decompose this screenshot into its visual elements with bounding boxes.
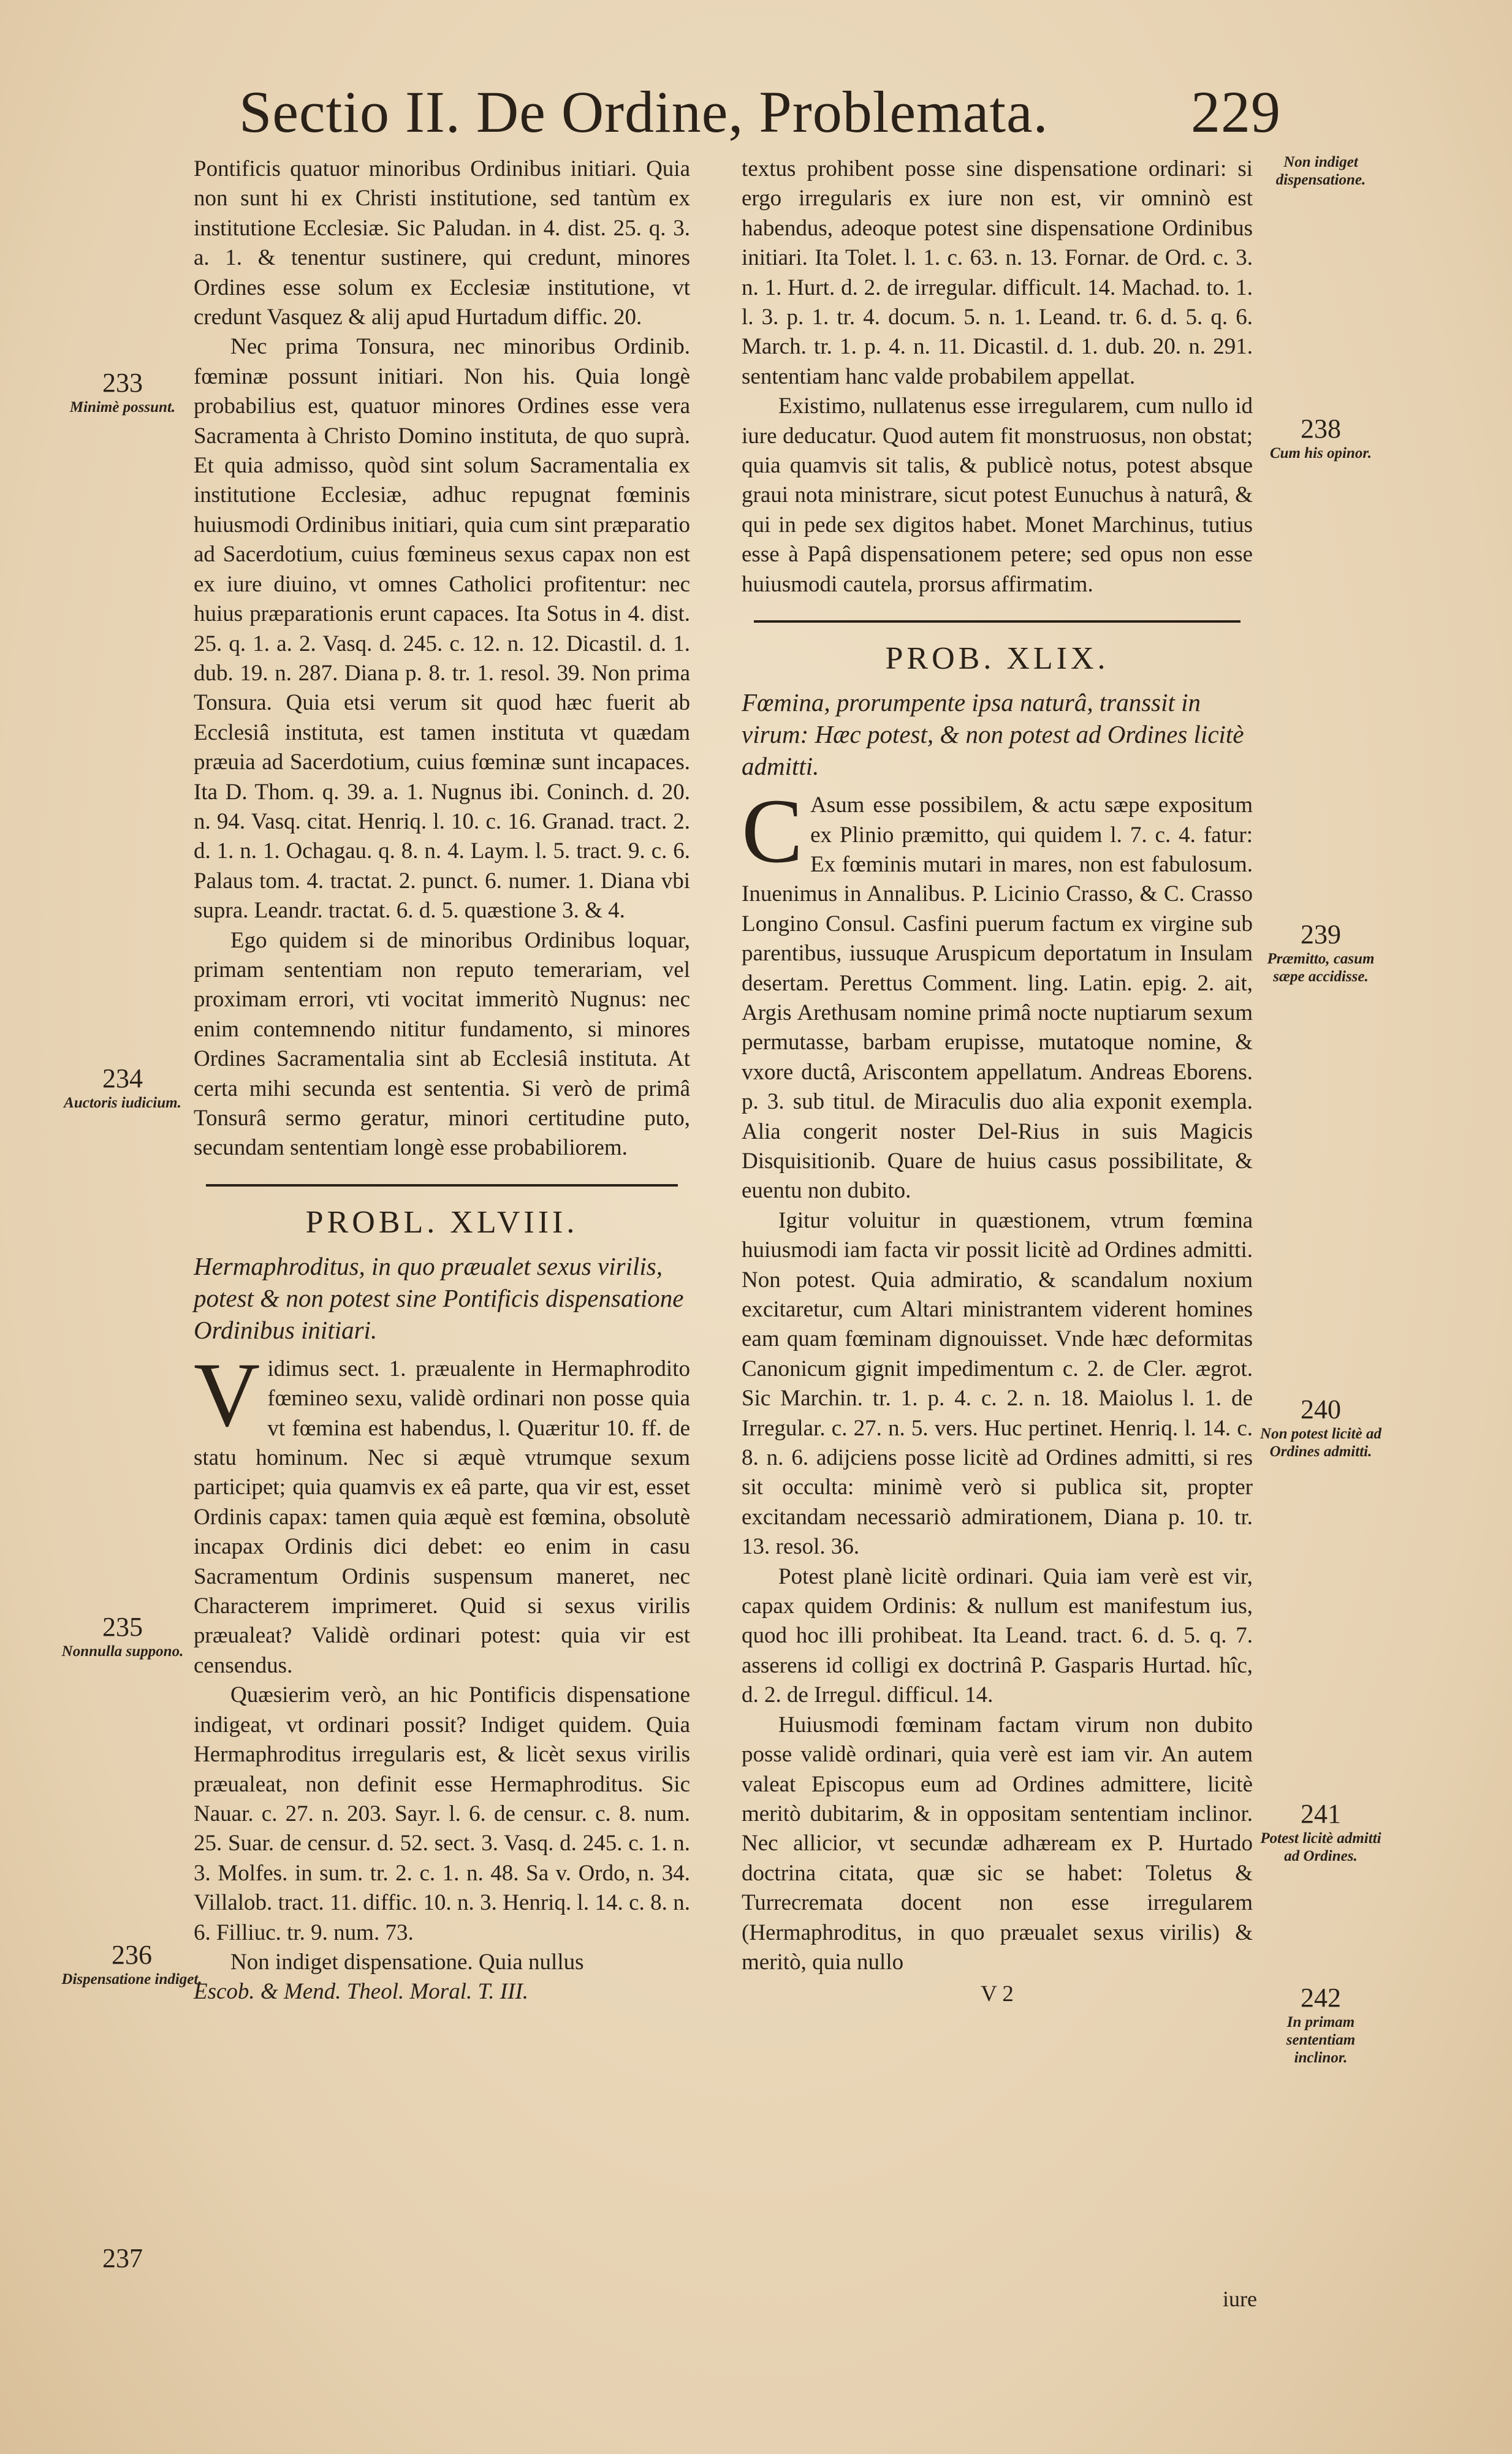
page-number: 229 xyxy=(1191,79,1281,145)
margin-note xyxy=(1259,1394,1382,1461)
right-column xyxy=(742,154,1253,2010)
margin-gloss: Potest licitè admitti ad Ordines. xyxy=(1260,1830,1381,1864)
margin-number: 233 xyxy=(102,368,143,398)
signature-mark: V 2 xyxy=(981,1981,1014,2007)
drop-cap: C xyxy=(742,780,803,883)
margin-note xyxy=(1259,1799,1382,1865)
footer-line: Escob. & Mend. Theol. Moral. T. III. xyxy=(194,1979,529,2005)
paragraph-238: Existimo, nullatenus esse irregularem, cum nullo id iure deducatur. Quod autem fit monstruosus, non obstat; quia quamvis sit talis, & publicè notus, potest absque graui nota ministrare, sicut potest Eunuchus à naturâ, & qui in pede sex digitos habet. Monet Marchinus, tutius esse à Papâ dispensationem petere; sed opus non esse huiusmodi cautela, prorsus affirmatim. xyxy=(742,393,1253,597)
paragraph-240: Igitur voluitur in quæstionem, vtrum fœmina huiusmodi iam facta vir possit licitè ad Ordines admitti. Non potest. Quia admiratio, & scandalum noxium excitaretur, cum Altari ministrantem viderent homines eam quam fœminam dignouisset. Vnde hæc deformitas Canonicum gignit impedimentum c. 2. de Cler. ægrot. Sic Marchin. tr. 1. p. 4. c. 2. n. 18. Maiolus l. 1. de Irregular. c. 27. n. 5. vers. Huc pertinet. Henriq. l. 14. c. 8. n. 6. adijciens posse licitè ad Ordines admitti, si res sit occulta: minimè verò si publica sit, propter excitandam necessariò admirationem, Diana p. 10. tr. 13. resol. 36. xyxy=(742,1207,1253,1560)
drop-cap: V xyxy=(194,1343,260,1446)
paragraph-236: Quæsierim verò, an hic Pontificis dispensatione indigeat, vt ordinari possit? Indiget quidem. Quia Hermaphroditus irregularis est, & licèt sexus virilis præualeat, non definit esse Hermaphroditus. Sic Nauar. c. 27. n. 203. Sayr. l. 6. de censur. c. 8. num. 25. Suar. de censur. d. 52. sect. 3. Vasq. d. 245. c. 1. n. 3. Molfes. in sum. tr. 2. c. 1. n. 48. Sa v. Ordo, n. 34. Villalob. tract. 11. diffic. 10. n. 3. Henriq. l. 14. c. 8. n. 6. Filliuc. tr. 9. num. 73. xyxy=(194,1682,690,1945)
paragraph-234: Ego quidem si de minoribus Ordinibus loquar, primam sententiam non reputo temerariam, vel proximam errori, vti vocitat immeritò Nugnus: nec enim contemnendo nititur fundamento, si minores Ordines Sacramentalia sint ab Ecclesiâ instituta. At certa mihi secunda est sententia. Si verò de primâ Tonsurâ sermo geratur, minori certitudine puto, secundam sententiam longè esse probabiliorem. xyxy=(194,927,690,1161)
paragraph-239 xyxy=(742,780,1253,1206)
problem-summary-xlix: Fœmina, prorumpente ipsa naturâ, transsit in virum: Hæc potest, & non potest ad Ordines licitè admitti. xyxy=(742,688,1244,781)
margin-number: 239 xyxy=(1301,919,1341,949)
margin-gloss: Non potest licitè ad Ordines admitti. xyxy=(1260,1426,1381,1460)
margin-note xyxy=(1259,414,1382,462)
margin-number: 234 xyxy=(102,1063,143,1093)
left-column xyxy=(194,154,690,2007)
paragraph-intro: Pontificis quatuor minoribus Ordinibus initiari. Quia non sunt hi ex Christi institutione, sed tantùm ex institutione Ecclesiæ. Sic Paludan. in 4. dist. 25. q. 3. a. 1. & tenentur sustinere, qui credunt, minores Ordines esse solum ex Ecclesiæ institutione, vt credunt Vasquez & alij apud Hurtadum diffic. 20. xyxy=(194,156,690,330)
margin-number: 241 xyxy=(1301,1799,1341,1829)
margin-gloss: Auctoris iudicium. xyxy=(64,1095,181,1111)
paragraph-239-text: Asum esse possibilem, & actu sæpe expositum ex Plinio præmitto, qui quidem l. 7. c. 4. fatur: Ex fœminis mutari in mares, non est fabulosum. Inuenimus in Annalibus. P. Licinio Crasso, & C. Crasso Longino Consul. Casfini puerum factum ex virgine sub parentibus, iussuque Aruspicum deportatum in Insulam desertam. Perettus Comment. ling. Latin. epig. 2. ait, Argis Arethusam nomine primâ nocte nuptiarum sexum permutasse, barbam erupisse, mutatoque nomine, & vxore ductâ, Ariscontem appellatum. Andreas Eborens. p. 3. sub titul. de Miraculis duo alia exponit exempla. Alia congerit noster Del-Rius in suis Magicis Disquisitionib. Quare de huius casus possibilitate, & euentu non dubito. xyxy=(742,792,1253,1204)
catchword: iure xyxy=(1223,2287,1257,2311)
paragraph-235-text: idimus sect. 1. præualente in Hermaphrodito fœmineo sexu, validè ordinari non posse quia vt fœmina est habendus, l. Quæritur 10. ff. de statu hominum. Nec si æquè vtrumque sexum participet; quia quamvis ex eâ parte, qua vir est, esset Ordinis capax: tamen quia æquè est fœmina, obsolutè incapax Ordinis dici debet: eo enim in casu Sacramentum Ordinis suspensum maneret, nec Characterem imprimeret. Quid si sexus virilis præualeat? Validè ordinari potest: quia vir est censendus. xyxy=(194,1356,690,1678)
margin-gloss: In primam sententiam inclinor. xyxy=(1286,2014,1356,2066)
running-header xyxy=(239,72,1281,152)
problem-summary-xlviii: Hermaphroditus, in quo præualet sexus virilis, potest & non potest sine Pontificis dispensatione Ordinibus initiari. xyxy=(194,1252,684,1344)
paragraph-235 xyxy=(194,1343,690,1681)
problem-title-xlix: PROB. XLIX. xyxy=(885,641,1109,677)
margin-gloss: Nonnulla suppono. xyxy=(61,1643,184,1660)
margin-note xyxy=(61,368,184,416)
margin-note xyxy=(61,1940,202,1988)
margin-number: 240 xyxy=(1301,1394,1341,1424)
paragraph-242: Huiusmodi fœminam factam virum non dubito posse validè ordinari, quia verè est iam vir. An autem valeat Episcopus eum ad Ordines admittere, licitè meritò dubitarim, & in oppositam sententiam inclinor. Nec allicior, vt secundæ adhæream ex P. Hurtado doctrina citata, quæ sic se habet: Toletus & Turrecremata docent non esse irregularem (Hermaphroditus, in quo præualet sexus virilis) & meritò, quia nullo xyxy=(742,1712,1253,1975)
margin-gloss: Minimè possunt. xyxy=(69,399,176,416)
margin-note xyxy=(61,1063,184,1112)
margin-number: 238 xyxy=(1301,414,1341,444)
paragraph-241: Potest planè licitè ordinari. Quia iam verè est vir, capax quidem Ordinis: & nullum est manifestum ius, quod hoc illi prohibeat. Ita Leand. tract. 6. d. 5. q. 7. asserens id colligi ex doctrinâ P. Gasparis Hurtad. hîc, d. 2. de Irregul. difficul. 14. xyxy=(742,1563,1253,1708)
margin-gloss: Cum his opinor. xyxy=(1269,445,1372,462)
margin-note xyxy=(1259,1983,1382,2067)
margin-note xyxy=(1259,153,1382,189)
margin-gloss: Non indiget dispensatione. xyxy=(1275,154,1366,188)
paragraph-continuation: textus prohibent posse sine dispensatione ordinari: si ergo irregularis ex iure non est, vir omninò est habendus, adeoque potest sine dispensatione Ordinibus initiari. Ita Tolet. l. 1. c. 63. n. 13. Fornar. de Ord. c. 3. n. 1. Hurt. d. 2. de irregular. difficult. 14. Machad. to. 1. l. 3. p. 1. tr. 4. docum. 5. n. 1. Leand. tr. 6. d. 5. q. 6. March. tr. 1. p. 4. n. 11. Dicastil. d. 1. dub. 20. n. 291. sententiam hanc valde probabilem appellat. xyxy=(742,156,1253,389)
margin-number: 237 xyxy=(102,2243,143,2273)
margin-gloss: Præmitto, casum sæpe accidisse. xyxy=(1267,951,1375,985)
problem-title-xlviii: PROBL. XLVIII. xyxy=(305,1204,579,1240)
paragraph-237: Non indiget dispensatione. Quia nullus xyxy=(230,1949,584,1975)
margin-gloss: Dispensatione indiget. xyxy=(61,1971,202,1988)
margin-number: 236 xyxy=(112,1940,152,1970)
margin-number: 242 xyxy=(1301,1983,1341,2013)
margin-note xyxy=(61,2243,184,2274)
paragraph-233: Nec prima Tonsura, nec minoribus Ordinib. fœminæ possunt initiari. Non his. Quia longè probabilius est, quatuor minores Ordines esse vera Sacramenta à Christo Domino instituta, de quo suprà. Et quia admisso, quòd sint solum Sacramentalia ex institutione Ecclesiæ, adhuc repugnat fœminis huiusmodi Ordinibus initiari, quia cum sint præparatio ad Sacerdotium, cuius fœmineus sexus capax non est ex iure diuino, vt omnes Catholici profitentur: nec huius præparationis erunt capaces. Ita Sotus in 4. dist. 25. q. 1. a. 2. Vasq. d. 245. c. 12. n. 12. Dicastil. d. 1. dub. 19. n. 287. Diana p. 8. tr. 1. resol. 39. Non prima Tonsura. Quia etsi verum sit quod hæc fuerit ab Ecclesiâ instituta, est tamen instituta vt quædam præuia ad Sacerdotium, cuius fœminæ sunt incapaces. Ita D. Thom. q. 39. a. 1. Nugnus ibi. Coninch. d. 20. n. 94. Vasq. citat. Henriq. l. 10. c. 16. Granad. tract. 2. d. 1. n. 1. Ochagau. q. 8. n. 4. Laym. l. 5. tract. 9. c. 6. Palaus tom. 4. tractat. 2. punct. 6. numer. 1. Diana vbi supra. Leandr. tractat. 6. d. 5. quæstione 3. & 4. xyxy=(194,334,690,924)
header-title: Sectio II. De Ordine, Problemata. xyxy=(239,79,1049,145)
margin-number: 235 xyxy=(102,1612,143,1642)
margin-note xyxy=(61,1612,184,1660)
margin-note xyxy=(1259,919,1382,986)
